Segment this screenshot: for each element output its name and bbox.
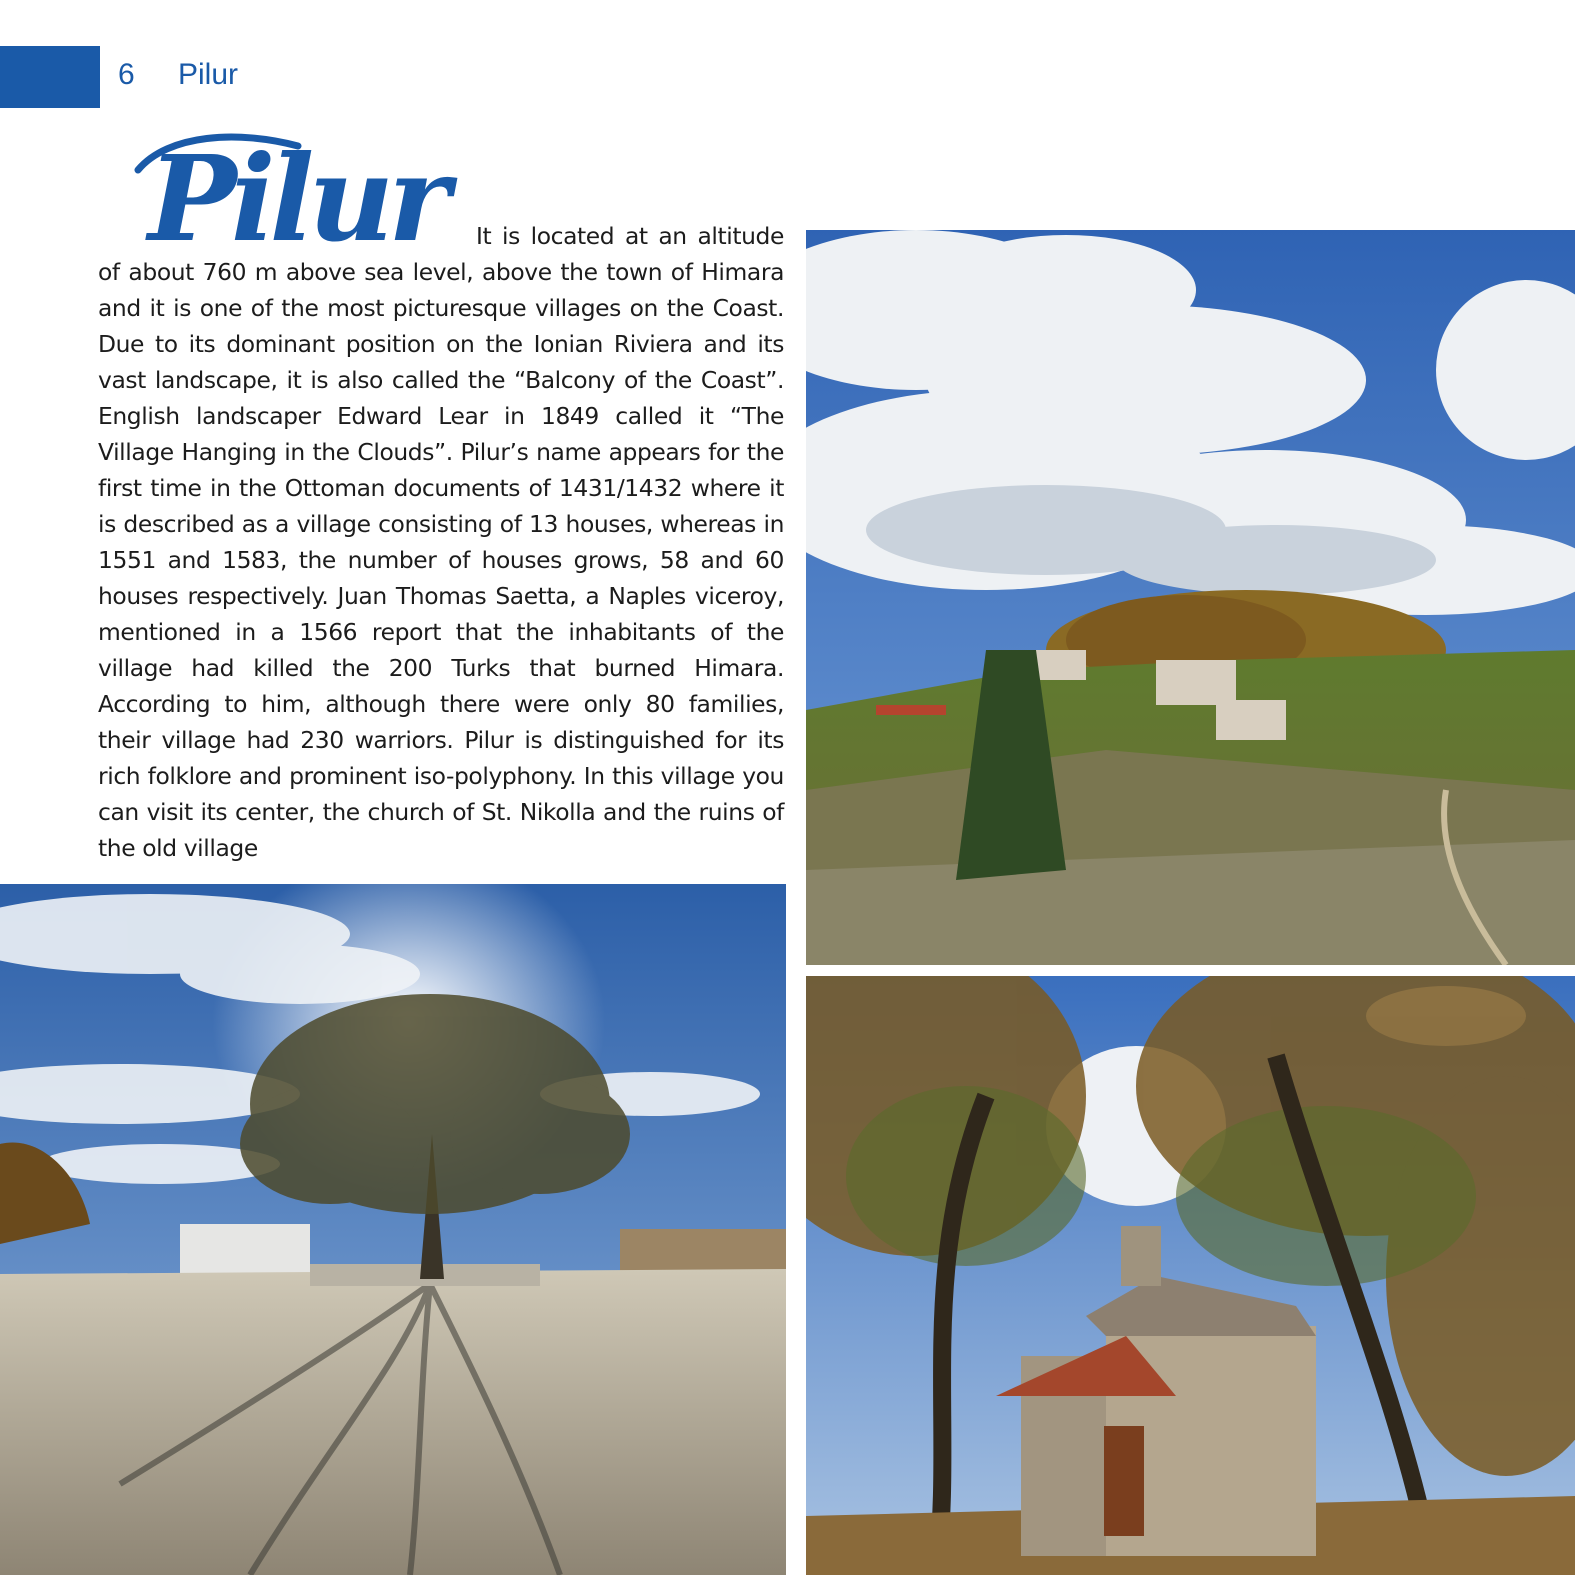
village-landscape-photo bbox=[806, 230, 1575, 965]
article-body bbox=[98, 218, 784, 866]
plaza-tree-photo bbox=[0, 884, 786, 1575]
church-photo bbox=[806, 976, 1575, 1575]
page-number: 6 bbox=[118, 58, 135, 91]
running-title: Pilur bbox=[178, 58, 239, 91]
header-color-block bbox=[0, 46, 100, 108]
article-body-text: It is located at an altitude of about 760 m above sea level, above the town of Himara and it is one of the most picturesque villages on the Coast. Due to its dominant position on the Ionian Riviera and its vast landscape, it is also called the “Balcony of the Coast”. English landscaper Edward Lear in 1849 called it “The Village Hanging in the Clouds”. Pilur’s name appears for the first time in the Ottoman documents of 1431/1432 where it is described as a village consisting of 13 houses, whereas in 1551 and 1583, the number of houses grows, 58 and 60 houses respectively. Juan Thomas Saetta, a Naples viceroy, mentioned in a 1566 report that the inhabitants of the village had killed the 200 Turks that burned Himara. According to him, although there were only 80 families, their village had 230 warriors. Pilur is distinguished for its rich folklore and prominent iso-polyphony. In this village you can visit its center, the church of St. Nikolla and the ruins of the old village bbox=[98, 222, 784, 862]
article-title-text: Pilur bbox=[148, 129, 445, 268]
